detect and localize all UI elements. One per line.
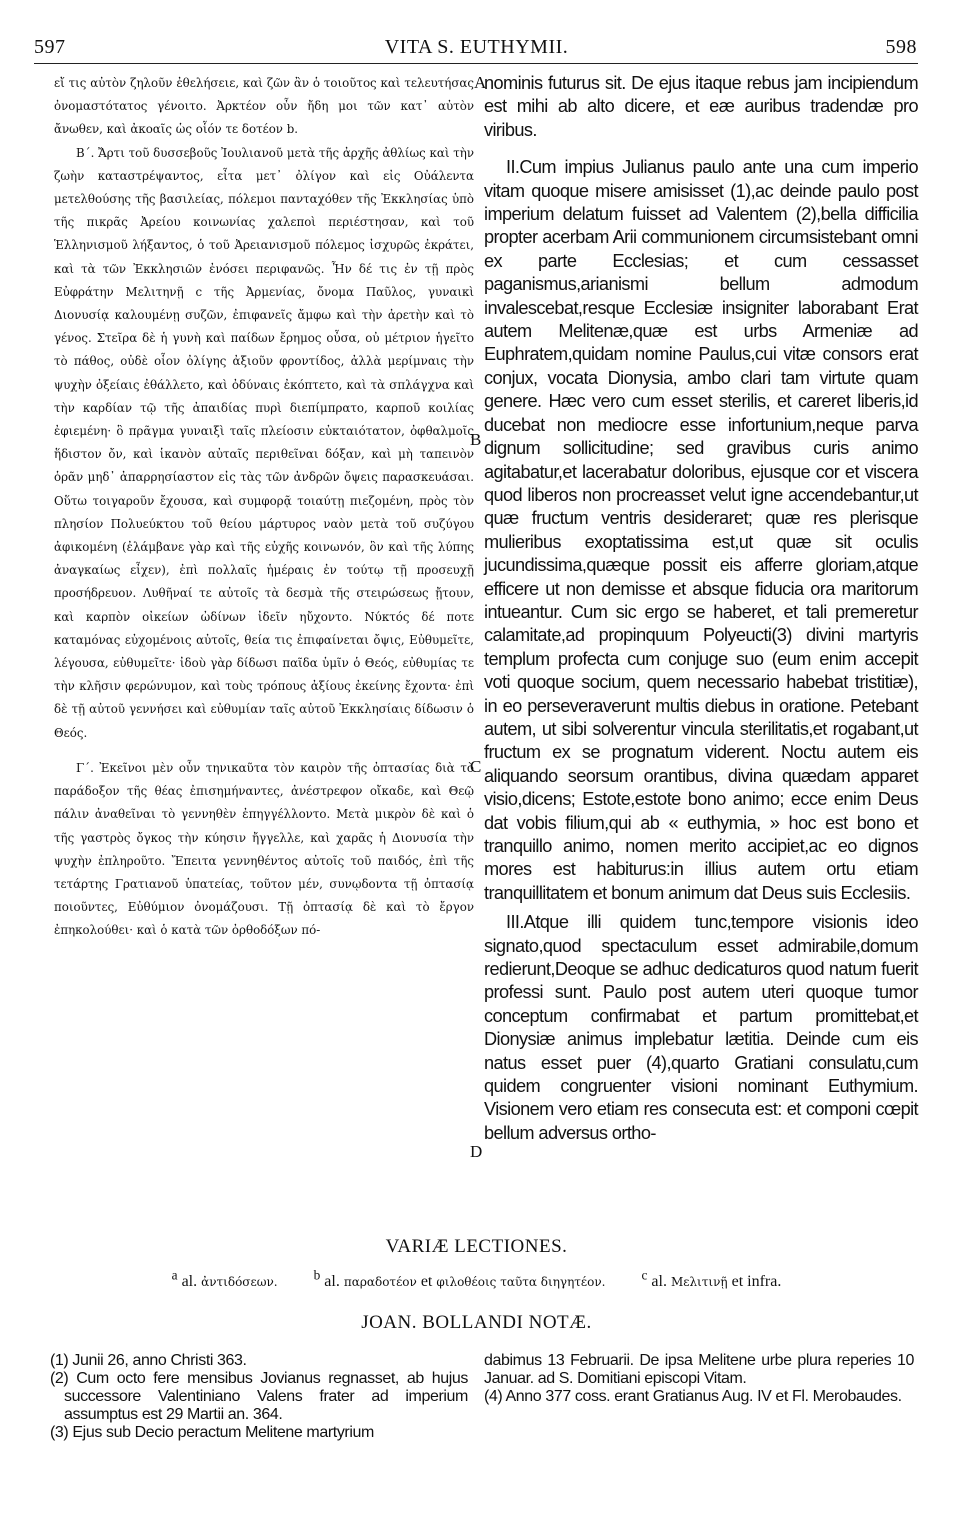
running-title: VITA S. EUTHYMII. (384, 36, 569, 58)
note-3-continued: dabimus 13 Februarii. De ipsa Melitene urbe plura reperies 10 Januar. ad S. Domitiani episcopi Vitam. (484, 1352, 914, 1387)
variant-marker: a (171, 1268, 178, 1283)
variae-heading: VARIÆ LECTIONES. (385, 1236, 568, 1257)
margin-marker-b: B (470, 430, 482, 449)
latin-column (484, 72, 918, 1145)
greek-paragraph-2: Β΄. Ἄρτι τοῦ δυσσεβοῦς Ἰουλιανοῦ μετὰ τῆς ἀρχῆς ἀθλίως καὶ τὴν ζωὴν καταστρέψαντος, εἶτα μετ᾽ ὀλίγον καὶ εἰς Οὐάλεντα μετελθούσης τῆς βασιλείας, πόλεμοι πανταχόθεν τῆς Ἐκκλησίας ὑπὸ τῆς πικρᾶς Ἀρείου κοινωνίας χαλεποὶ περιέστησαν, καὶ τοῦ Ἑλληνισμοῦ λήξαντος, ὁ τοῦ Ἀρειανισμοῦ πόλεμος ἰσχυρῶς ἐκράτει, καὶ τὰ τῶν Ἐκκλησιῶν ἐνόσει περιφανῶς. Ἦν δέ τις ἐν τῇ πρὸς Εὐφράτην Μελιτηνῇ c τῆς Ἀρμενίας, ὄνομα Παῦλος, γυναικὶ Διονυσίᾳ καλουμένῃ συζῶν, ἐπιφανεῖς ἄμφω καὶ τὴν ἀρετὴν καὶ τὸ γένος. Στεῖρα δὲ ἡ γυνὴ καὶ παίδων ἔρημος οὖσα, οὐ μέτριον ἡγεῖτο τὸ πάθος, οὐδὲ οἷον ὀλίγης ἀξιοῦν φροντίδος, ἀλλὰ μερίμναις τὴν ψυχὴν ὀξείαις ἐθάλλετο, καὶ ὀδύναις ἐκόπτετο, καὶ τὰ σπλάγχνα καὶ τὴν καρδίαν τῷ τῆς ἀπαιδίας πυρὶ διεπίμπρατο, καρποῦ κοιλίας ἐφιεμένη· ὃ πρᾶγμα γυναιξὶ ταῖς πλείοσιν εὐκταιότατον, ὀφθαλμοῖς ἥδιστον ὄν, καὶ ἱκανὸν αὐταῖς περιθεῖναι δόξαν, καὶ μὴ ταπεινὸν ὁρᾶν μηδ᾽ ἀπαρρησίαστον εἰς τὰς τῶν ἀνδρῶν ὄψεις παρασκευάσαι. Οὕτω τοιγαροῦν ἔχουσα, καὶ συμφορᾷ τοιαύτῃ πιεζομένη, πρὸς τὸν πλησίον Πολυεύκτου τοῦ θείου μάρτυρος ναὸν μετὰ τοῦ συζύγου ἀφικομένη (ἐλάμβανε γὰρ καὶ τῆς εὐχῆς κοινωνόν, ὃν καὶ τῆς λύπης ἀναγκαίως εἶχεν), ἐπὶ πολλαῖς ἡμέραις ἐν τούτῳ τῇ προσευχῇ προσήδρευον. Λυθῆναί τε αὐτοῖς τὰ δεσμὰ τῆς στειρώσεως ᾔτουν, καὶ καρπὸν οἰκείων ὠδίνων ἰδεῖν ηὔχοντο. Νύκτός δέ ποτε καταμόνας εὐχομένοις αὐτοῖς, θεία τις ἐπιφαίνεται ὄψις, Εὐθυμεῖτε, λέγουσα, εὐθυμεῖτε· ἰδοὺ γὰρ δίδωσι παῖδα ὑμῖν ὁ Θεός, εὐθυμίας τε τὴν κλῆσιν φερώνυμον, καὶ τοὺς τρόπους ἀξίους ἐκείνης ἔχοντα· ἐπὶ δὲ τῇ αὐτοῦ γεννήσει καὶ εὐθυμίαν ταῖς αὐτοῦ Ἐκκλησίαις δίδωσιν ὁ Θεός. (54, 145, 474, 740)
variant-a (171, 1268, 282, 1291)
header-rule (34, 63, 918, 64)
greek-paragraph-3: Γ΄. Ἐκεῖνοι μὲν οὖν τηνικαῦτα τὸν καιρὸν τῆς ὀπτασίας διὰ τὸ παράδοξον τῆς θέας ἐπισημήναντες, ἀνέστρεφον οἴκαδε, καὶ Θεῷ πάλιν ἀναθεῖναι τὸ γεννηθὲν ἐπηγγέλλοντο. Μετὰ μικρὸν δὲ καὶ ὁ τῆς γαστρὸς ὄγκος τὴν κύησιν ἤγγελλε, καὶ χαρᾶς ἡ Διονυσία τὴν ψυχὴν ἐπληροῦτο. Ἔπειτα γεννηθέντος αὐτοῖς τοῦ παιδός, ἐπὶ τῆς τετάρτης Γρατιανοῦ ὑπατείας, τοῦτον μέν, συνῳδοντα τῇ ὀπτασίᾳ ποιοῦντες, Εὐθύμιον ὀνομάζουσι. Τῇ ὀπτασίᾳ δὲ καὶ τὸ ἔργον ἐπηκολούθει· καὶ ὁ κατὰ τῶν ὀρθοδόξων πό- (54, 760, 474, 938)
margin-marker-c: C (470, 757, 482, 776)
variant-reading-2: φιλοθέοις ταῦτα διηγητέον. (436, 1275, 606, 1290)
variant-et: et (420, 1273, 433, 1291)
greek-paragraph-1: εἴ τις αὐτὸν ζηλοῦν ἐθελήσειε, καὶ ζῶν ἂν ὁ τοιοῦτος καὶ τελευτήσας ὀνομαστότατος γένοιτο. Ἀρκτέον οὖν ἤδη μοι τῶν κατ᾽ αὐτὸν ἄνωθεν, καὶ ἀκοαῖς ὡς οἷόν τε δοτέον b. (54, 76, 474, 137)
note-4: (4) Anno 377 coss. erant Gratianus Aug. IV et Fl. Merobaudes. (484, 1388, 902, 1405)
variant-b (313, 1268, 610, 1291)
latin-paragraph-3: III.Atque illi quidem tunc,tempore visionis ideo signato,quod spectaculum esset admirabile,domum redierunt,Deoque se adhuc dedicaturos quod natum fuerit professi sunt. Paulo post autem uteri quoque tumor conceptum confirmabat et partum promittebat,et Dionysiæ animus implebatur lætitia. Deinde cum eis natus esset puer (4),quarto Gratiani consulatu,cum quidem congruenter visioni nominant Euthymium. Visionem vero etiam res consecuta est: et componi cœpit bellum adversus ortho- (484, 912, 918, 1143)
variant-al: al. (324, 1273, 340, 1291)
left-page-number: 597 (34, 36, 66, 58)
margin-marker-a: A (474, 73, 487, 92)
note-1: (1) Junii 26, anno Christi 363. (50, 1352, 247, 1369)
variant-reading: παραδοτέον (343, 1275, 417, 1290)
variant-al: al. (181, 1273, 198, 1291)
variant-al: al. (651, 1273, 667, 1291)
right-page-number: 598 (885, 36, 917, 58)
variae-list (0, 1268, 953, 1291)
greek-column (54, 72, 474, 943)
variant-c (641, 1268, 782, 1291)
note-2: (2) Cum octo fere mensibus Jovianus regnasset, ab hujus successore Valentiniano Valens frater ad imperium assumptus est 29 Martii an. 364. (50, 1370, 468, 1423)
note-3: (3) Ejus sub Decio peractum Melitene martyrium (50, 1424, 374, 1441)
latin-paragraph-2: II.Cum impius Julianus paulo ante una cum imperio vitam quoque misere amisisset (1),ac deinde paulo post imperium delatum fuisset ad Valentem (2),bella difficilia propter acerbam Arii communionem circumsistebant omni ex parte Ecclesias; et cum cessasset paganismus,arianismi bellum admodum invalescebat,resque Ecclesiæ insigniter laborabant Erat autem Melitenæ,quæ est urbs Armeniæ ad Euphratem,quidam nomine Paulus,cui vitæ consors erat conjux, vocata Dionysia, ambo clari tam virtute quam genere. Hæc vero cum esset sterilis, et careret liberis,id ducebat non mediocre esse infortunium,neque parva dignum sollicitudine; sed gravibus curis animo agitabatur,et lacerabatur doloribus, ejusque cor et viscera quod liberos non procreasset velut igne accendebantur,ut quæ fructum ventris desideraret; quæ res plerisque mulieribus exoptatissima est,ut quæ sit oculis jucundissima,quæque possit eis afferre gloriam,atque efficere ut non demisse et absque fiducia ora maritorum intueantur. Cum sic ergo se haberet, et tali premeretur calamitate,ad propinquum Polyeucti(3) divini martyris templum profecta cum conjuge suo (eum enim accepit voti quoque socium, quem necessario habebat tristitiæ), in eo perseveraverunt multis diebus in oratione. Petebant autem, ut sibi solverentur vincula sterilitatis,et rogabant,ut fructum ex se prognatum viderent. Noctu autem eis aliquando seorsum orantibus, divina quædam apparet visio,dicens; Estote,estote bono animo; ecce enim Deus dat vobis filium,qui ab « euthymia, » hoc est bono et tranquillo animo, nomen merito accipiet,ac eo dignos mores est habiturus:in illius autem ortu etiam tranquillitatem et bonum animum dat Deus suis Ecclesiis. (484, 157, 918, 903)
variant-et: et infra. (731, 1273, 782, 1291)
variant-marker: c (641, 1268, 648, 1283)
paragraph-gap (54, 745, 474, 757)
notes-right-column (484, 1352, 914, 1406)
variant-reading: ἀντιδόσεων. (201, 1275, 278, 1290)
notes-heading: JOAN. BOLLANDI NOTÆ. (361, 1312, 592, 1333)
variant-reading: Μελιτινῇ (670, 1275, 728, 1290)
latin-paragraph-1: nominis futurus sit. De ejus itaque rebus jam incipiendum est mihi ab alto dicere, et eæ auribus tradendæ pro viribus. (484, 73, 918, 140)
notes-left-column (50, 1352, 468, 1442)
margin-marker-d: D (470, 1142, 483, 1161)
paragraph-gap (484, 142, 918, 156)
variant-marker: b (313, 1268, 321, 1283)
